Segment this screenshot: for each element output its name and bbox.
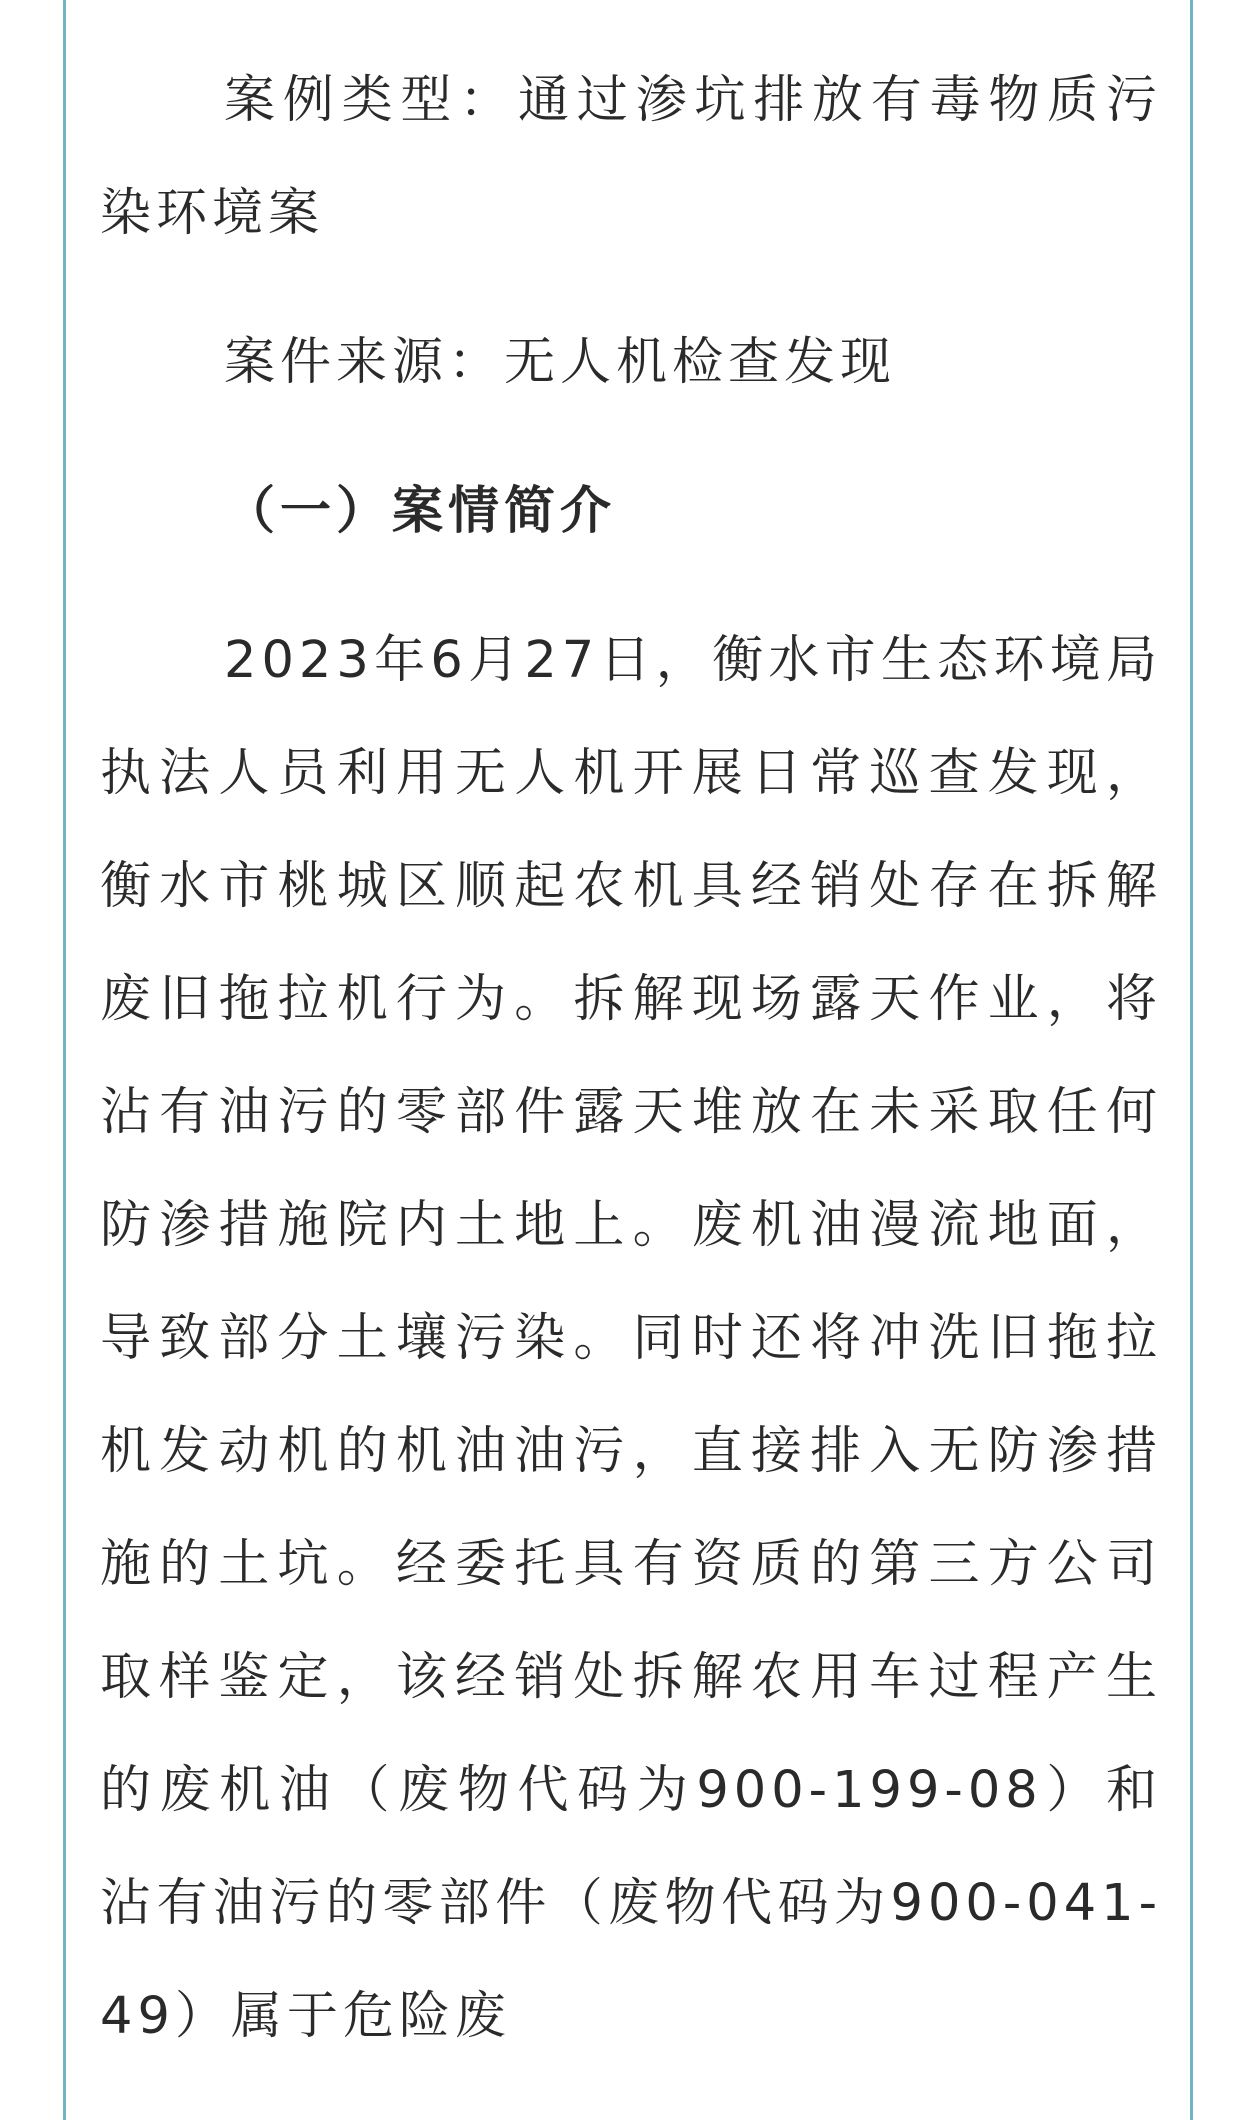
section-heading: （一）案情简介 [224, 482, 617, 541]
body-paragraph: 2023年6月27日，衡水市生态环境局执法人员利用无人机开展日常巡查发现，衡水市桃城区顺起农机具经销处存在拆解废旧拖拉机行为。拆解现场露天作业，将沾有油污的零部件露天堆放在未采取任何防渗措施院内土地上。废机油漫流地面，导致部分土壤污染。同时还将冲洗旧拖拉机发动机的机油油污，直接排入无防渗措施的土坑。经委托具有资质的第三方公司取样鉴定，该经销处拆解农用车过程产生的废机油（废物代码为900-199-08）和沾有油污的零部件（废物代码为900-041-49）属于危险废 [100, 631, 1162, 2046]
case-source-paragraph: 案件来源：无人机检查发现 [224, 333, 897, 392]
paragraph-gap [100, 419, 1162, 455]
paragraph-gap [100, 568, 1162, 604]
article-content [100, 44, 1162, 2073]
case-type-paragraph: 案例类型：通过渗坑排放有毒物质污染环境案 [100, 71, 1162, 243]
paragraph-gap [100, 270, 1162, 306]
